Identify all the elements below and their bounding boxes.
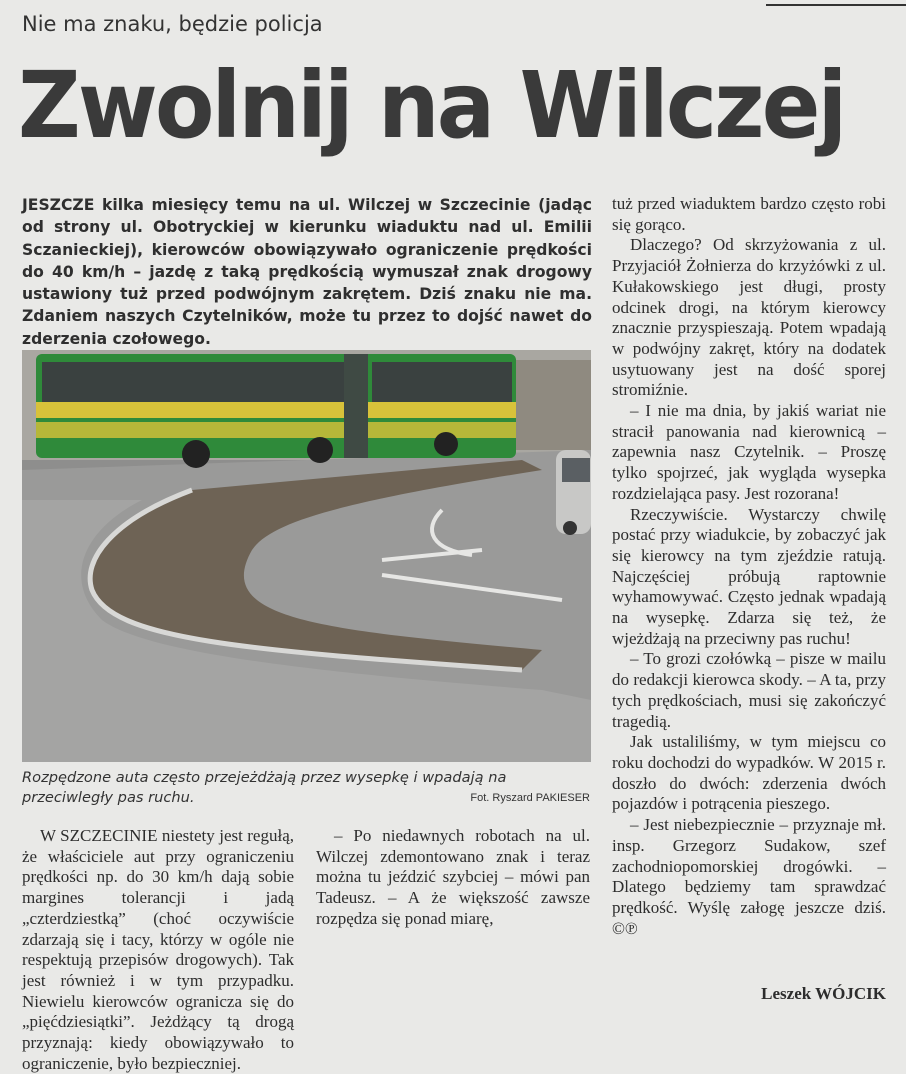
paragraph: tuż przed wiaduktem bardzo często robi się gorąco. xyxy=(612,194,886,234)
bus xyxy=(36,354,516,468)
author-byline: Leszek WÓJCIK xyxy=(761,984,886,1003)
paragraph: W SZCZECINIE niestety jest regułą, że właściciele aut przy ograniczeniu prędkości np. do 30 km/h dają sobie margines tolerancji i jadą „czterdziestką” (choć oczywiście zdarzają się i tacy, którzy w ogóle nie respektują przepisów drogowych). Tak jest również i w tym przypadku. Niewielu kierowców ogranicza się do „pięćdziesiątki”. Jeżdżący tą drogą przyznają: kiedy obowiązywało to ograniczenie, było bezpieczniej. xyxy=(22,826,294,1073)
article-kicker: Nie ma znaku, będzie policja xyxy=(22,12,323,36)
paragraph: Rzeczywiście. Wystarczy chwilę postać przy wiadukcie, by zobaczyć jak się kierowcy na tym zjeździe ratują. Najczęściej próbują raptownie wyhamowywać. Często jednak wpadają na wysepkę. Zdarza się też, że wjeżdżają na przeciwny pas ruchu! xyxy=(612,504,886,648)
photo-caption: Rozpędzone auta często przejeżdżają przez wysepkę i wpadają na przeciwległy pas ruchu. xyxy=(22,769,507,806)
paragraph: Dlaczego? Od skrzyżowania z ul. Przyjaciół Żołnierza do krzyżówki z ul. Kułakowskiego jest długi, prosty odcinek drogi, na którym kierowcy znacznie przyspieszają. Potem wpadają w podwójny zakręt, który na dodatek usytuowany jest na dość sporej stromiźnie. xyxy=(612,235,886,400)
article-headline: Zwolnij na Wilczej xyxy=(18,52,845,159)
photo-credit: Fot. Ryszard PAKIESER xyxy=(470,792,590,804)
bus-road-illustration xyxy=(22,350,591,762)
paragraph: Jak ustaliliśmy, w tym miejscu co roku dochodzi do wypadków. W 2015 r. doszło do dwóch: zderzenia dwóch pojazdów i potrącenia pieszego. xyxy=(612,732,886,814)
article-photo xyxy=(22,350,591,762)
paragraph: – Po niedawnych robotach na ul. Wilczej zdemontowano znak i teraz można tu jeździć szybciej – mówi pan Tadeusz. – A że większość zawsze rozpędza się ponad miarę, xyxy=(316,826,590,928)
paragraph: – Jest niebezpiecznie – przyznaje mł. insp. Grzegorz Sudakow, szef zachodniopomorskiej drogówki. – Dlatego będziemy tam sprawdzać prędkość. Wyślę załogę jeszcze dziś. ©℗ xyxy=(612,815,886,938)
body-column-2 xyxy=(316,826,590,930)
body-column-1 xyxy=(22,826,294,1074)
body-column-3 xyxy=(612,194,886,939)
paragraph: – I nie ma dnia, by jakiś wariat nie stracił panowania nad kierownicą – zapewnia nasz Czytelnik. – Proszę tylko spojrzeć, jak wygląda wysepka rozdzielająca pasy. Jest rozorana! xyxy=(612,401,886,503)
top-rule xyxy=(766,4,906,6)
article-lead: JESZCZE kilka miesięcy temu na ul. Wilczej w Szczecinie (jadąc od strony ul. Obotryckiej w kierunku wiaduktu nad ul. Emilii Sczanieckiej), kierowców obowiązywało ograniczenie prędkości do 40 km/h – jazdę z taką prędkością wymuszał znak drogowy ustawiony tuż przed podwójnym zakrętem. Dziś znaku nie ma. Zdaniem naszych Czytelników, może tu przez to dojść nawet do zderzenia czołowego. xyxy=(22,196,592,348)
paragraph: – To grozi czołówką – pisze w mailu do redakcji kierowca skody. – A ta, przy tych prędkościach, musi się zakończyć tragedią. xyxy=(612,649,886,731)
car xyxy=(556,450,591,535)
